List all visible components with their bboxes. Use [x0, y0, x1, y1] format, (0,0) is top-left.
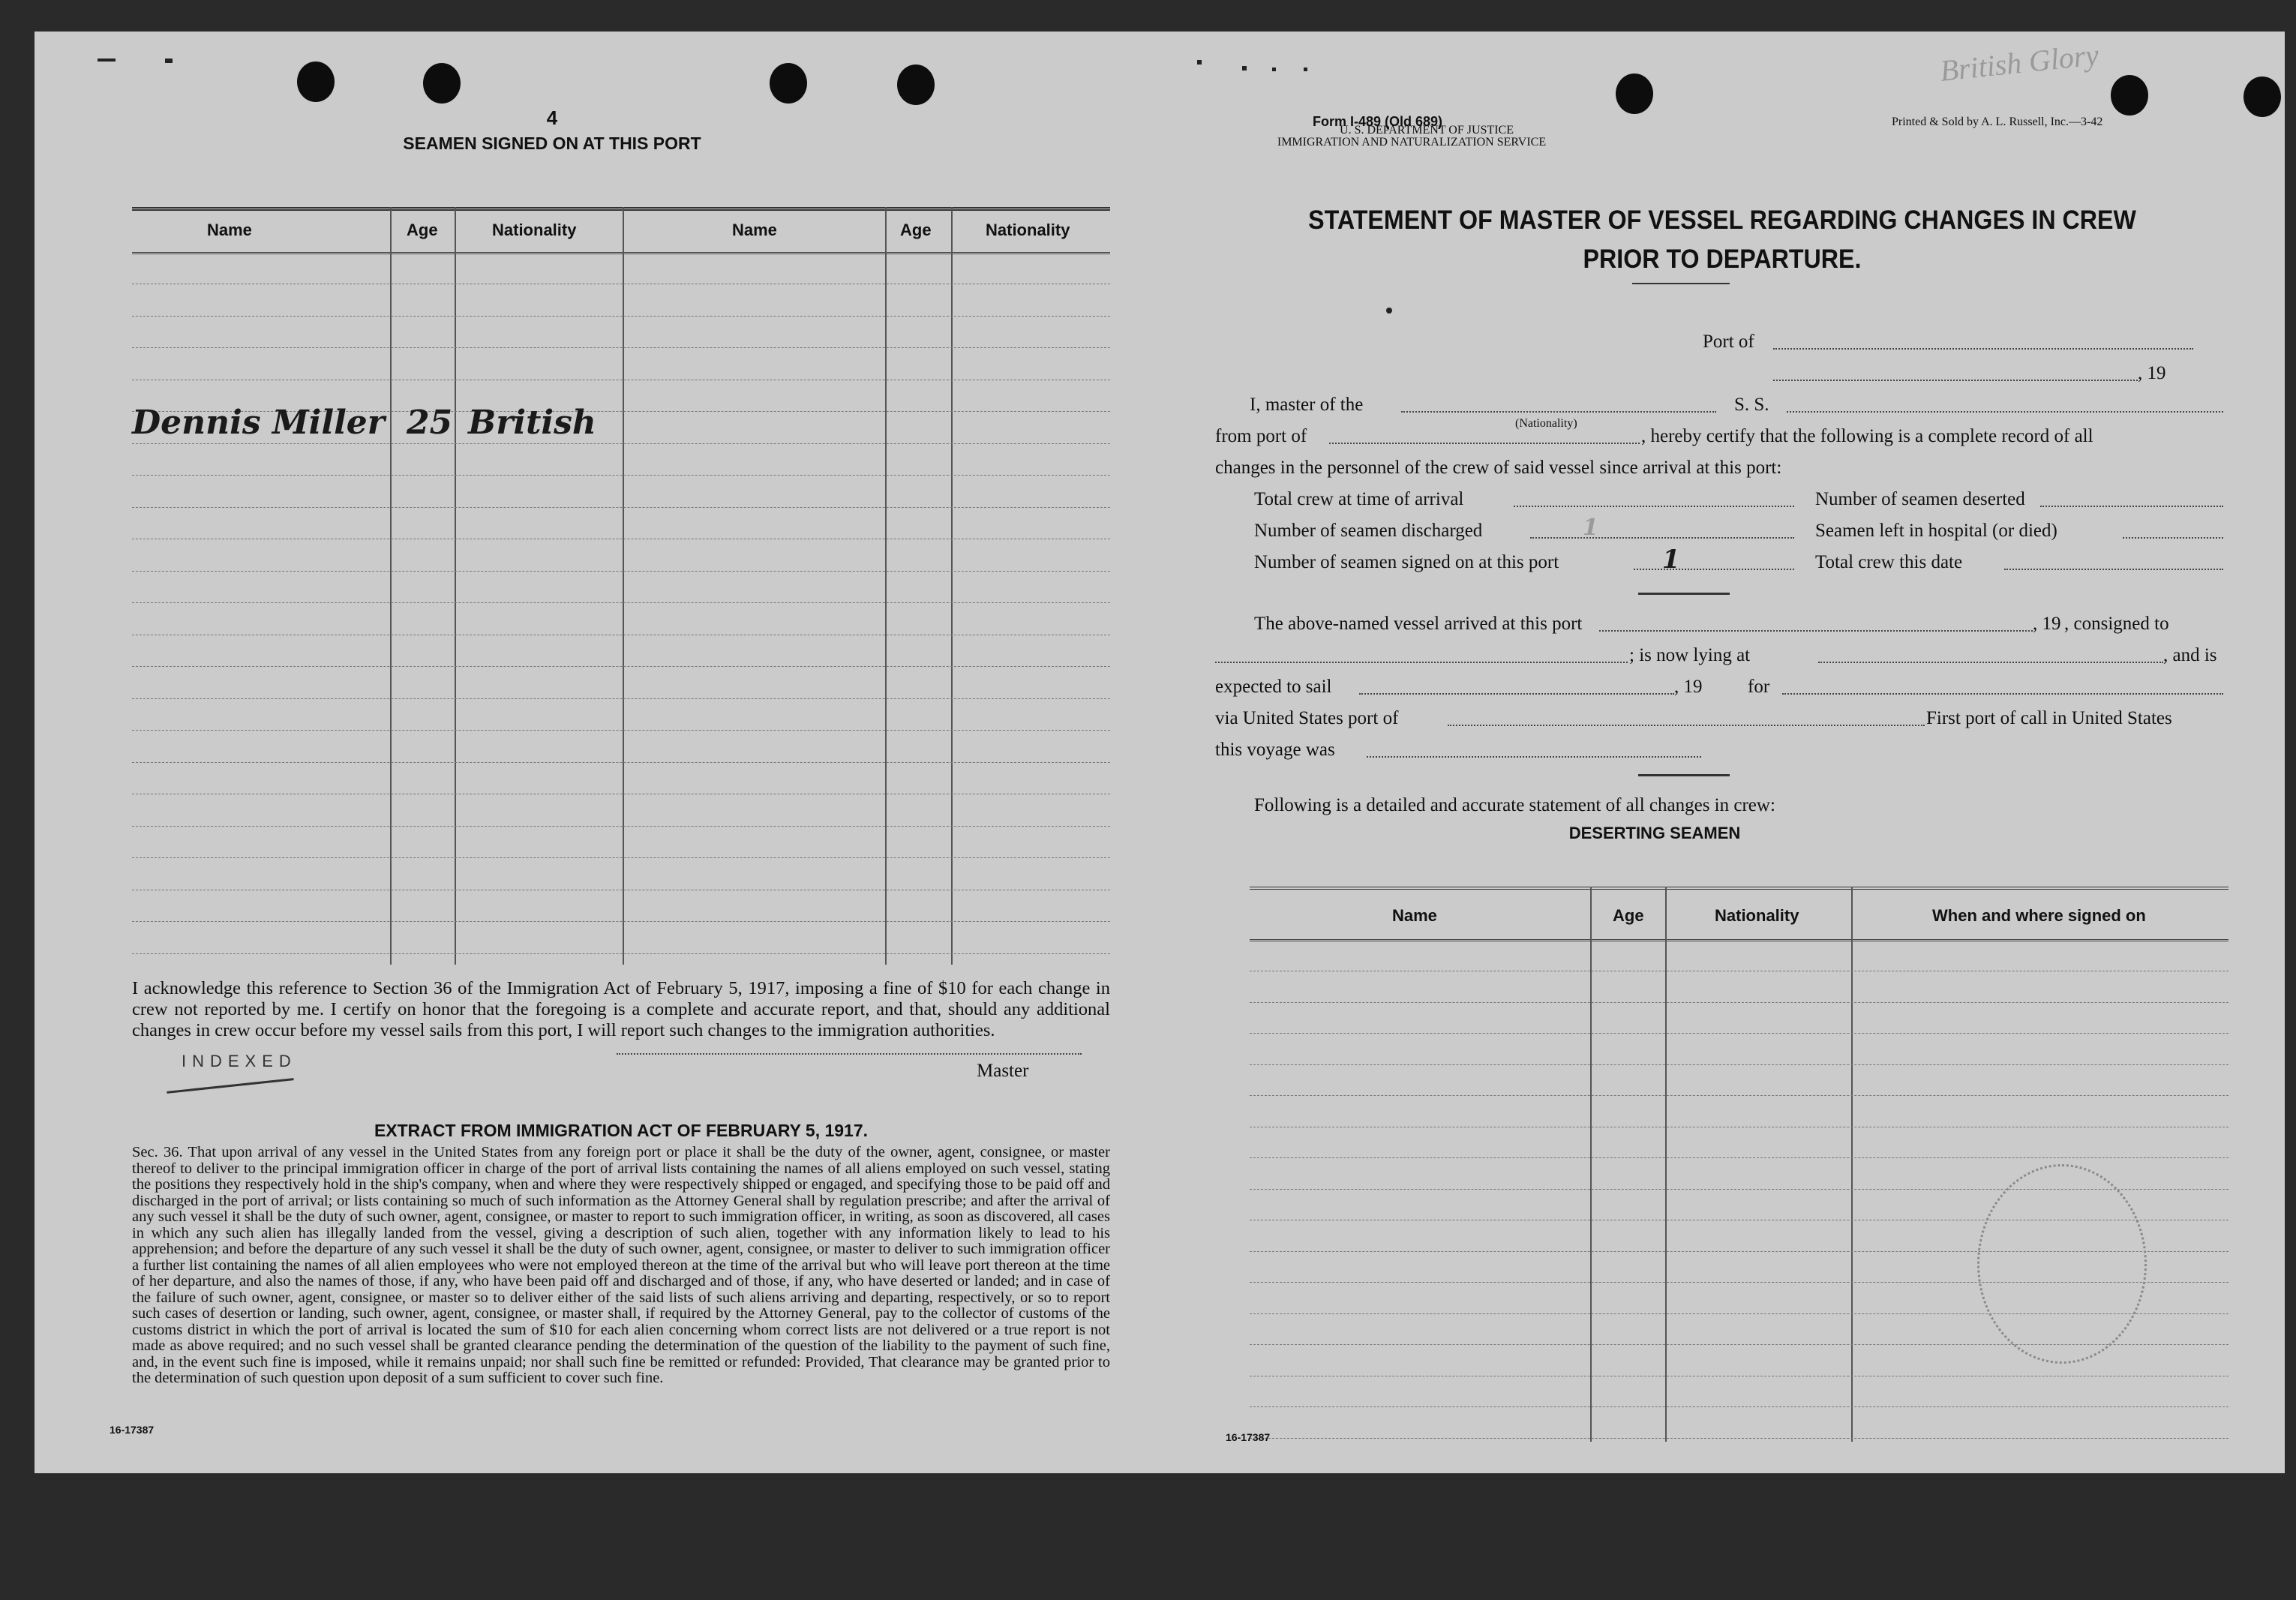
consigned-to-label: , consigned to [2064, 614, 2169, 634]
deserting-title: DESERTING SEAMEN [1568, 824, 1741, 842]
acknowledgement-text: I acknowledge this reference to Section 36 of the Immigration Act of February 5, 1917, imposing a fine of $10 for each change in crew not reported by me. I certify on honor that the foregoing is a complete and accurate report, and that, should any additional changes in crew occur before my vessel sails from this port, I will report such changes to the immigration authorities. [132, 978, 1110, 1040]
vessel-name-field[interactable] [1787, 411, 2223, 413]
extract-text: Sec. 36. That upon arrival of any vessel in the United States from any foreign port or place it shall be the duty of the owner, agent, consignee, or master thereof to deliver to the principal immigration officer in charge of the port of arrival lists containing the names of all aliens employed on such vessel, stating the positions they respectively hold in the ship's company, when and where they were respectively shipped or engaged, and specifying those to be paid off and discharged in the port of arrival; or lists containing so much of such information as the Attorney General shall by regulation prescribe; and after the arrival of any such vessel it shall be the duty of such owner, agent, consignee, or master to report to such immigration officer, in writing, as soon as discovered, all cases in which any such alien has illegally landed from the vessel, giving a description of such alien, together with any information likely to lead to his apprehension; and before the departure of any such vessel it shall be the duty of such owner, agent, consignee, or master to deliver to such immigration officer a further list containing the names of all alien employees who were not employed thereon at the time of the arrival but who will leave port thereon at the time of her departure, and also the names of those, if any, who have been paid off and discharged and of those, if any, who have deserted or landed; and in case of the failure of such owner, agent, consignee, or master so to deliver either of the said lists of such aliens arriving and departing, respectively, or so to report such cases of desertion or landing, such owner, agent, consignee, or master shall, if required by the Attorney General, pay to the collector of customs of the customs district in which the port of arrival is located the sum of $10 for each alien concerning whom correct lists are not delivered or a true report is not made as above required; and no such vessel shall be granted clearance pending the determination of the question of the liability to the payment of such fine, and, in the event such fine is imposed, while it remains unpaid; nor shall such fine be remitted or refunded: Provided, That clearance may be granted prior to the determination of such question upon deposit of a sum sufficient to cover such fine. [132, 1144, 1110, 1386]
extract-title: EXTRACT FROM IMMIGRATION ACT OF FEBRUARY 5, 1917. [374, 1121, 869, 1140]
port-of-label: Port of [1703, 332, 1754, 352]
table-row-line [132, 826, 1110, 827]
entry-nationality: British [468, 404, 596, 442]
certify-text: , hereby certify that the following is a complete record of all [1641, 426, 2093, 446]
table-row-line [132, 602, 1110, 603]
date-field[interactable] [1773, 380, 2138, 381]
table-row-line [132, 347, 1110, 348]
total-crew-arrival-field[interactable] [1514, 506, 1794, 507]
table-row-line [132, 507, 1110, 508]
signed-on-field[interactable] [1634, 569, 1794, 570]
section-title: SEAMEN SIGNED ON AT THIS PORT [403, 134, 701, 153]
punch-hole [897, 65, 935, 105]
handwritten-mark [167, 1078, 293, 1094]
table-row-line [1250, 1157, 2228, 1158]
entry-age: 25 [407, 404, 453, 442]
seamen-deserted-field[interactable] [2040, 506, 2223, 507]
following-text: Following is a detailed and accurate statement of all changes in crew: [1254, 795, 1775, 815]
title-line-2: PRIOR TO DEPARTURE. [1583, 245, 1862, 274]
year-suffix: , 19 [1674, 677, 1703, 697]
table-row-line [132, 857, 1110, 858]
signed-on-value: 1 [1662, 545, 1680, 575]
via-port-label: via United States port of [1215, 708, 1399, 728]
table-row-line [1250, 1064, 2228, 1065]
lying-at-field[interactable] [1818, 662, 2163, 663]
via-port-field[interactable] [1448, 725, 1925, 726]
table-row-line [132, 921, 1110, 922]
seamen-discharged-value: 1 [1583, 515, 1598, 541]
table-row-line [132, 571, 1110, 572]
nationality-caption: (Nationality) [1515, 417, 1577, 430]
table-row-line [132, 475, 1110, 476]
expected-sail-label: expected to sail [1215, 677, 1332, 697]
sail-date-field[interactable] [1359, 693, 1674, 695]
table-row-line [132, 698, 1110, 699]
punch-hole [1616, 74, 1653, 114]
page-number: 4 [546, 107, 558, 129]
nationality-field[interactable] [1401, 411, 1716, 413]
punch-hole [297, 62, 335, 102]
punch-hole [423, 63, 461, 104]
ss-label: S. S. [1734, 395, 1769, 415]
master-label: Master [977, 1061, 1029, 1081]
changes-text: changes in the personnel of the crew of said vessel since arrival at this port: [1215, 458, 1782, 478]
table-row-line [132, 666, 1110, 667]
master-of-label: I, master of the [1250, 395, 1364, 415]
and-is-text: , and is [2163, 645, 2217, 665]
column-header-nationality: Nationality [986, 221, 1070, 239]
punch-hole [770, 63, 807, 104]
column-header-nationality: Nationality [1715, 906, 1799, 925]
entry-name: Dennis Miller [132, 404, 385, 442]
table-row-line [132, 443, 1110, 444]
column-header-signed-on: When and where signed on [1932, 906, 2146, 925]
document-sheet [35, 32, 2285, 1473]
from-port-label: from port of [1215, 426, 1307, 446]
voyage-field[interactable] [1367, 756, 1701, 758]
indexed-stamp: INDEXED [182, 1052, 297, 1070]
signed-on-label: Number of seamen signed on at this port [1254, 552, 1559, 572]
table-row-line [1250, 1033, 2228, 1034]
for-label: for [1748, 677, 1770, 697]
table-row-line [1250, 1002, 2228, 1003]
form-code: 16-17387 [1226, 1431, 1271, 1443]
service: IMMIGRATION AND NATURALIZATION SERVICE [1277, 136, 1547, 149]
form-number: Form I-489 (Old 689) [1313, 114, 1443, 129]
hospital-label: Seamen left in hospital (or died) [1815, 521, 2057, 541]
consignee-field[interactable] [1215, 662, 1628, 663]
seamen-deserted-label: Number of seamen deserted [1815, 489, 2025, 509]
department: U. S. DEPARTMENT OF JUSTICE [1340, 124, 1514, 137]
lying-at-label: ; is now lying at [1629, 645, 1751, 665]
column-header-name: Name [1392, 906, 1437, 925]
voyage-was-label: this voyage was [1215, 740, 1335, 760]
table-row-line [1250, 1095, 2228, 1096]
table-row-line [1250, 1406, 2228, 1407]
official-stamp-seal [1977, 1164, 2147, 1364]
total-crew-arrival-label: Total crew at time of arrival [1254, 489, 1464, 509]
column-header-age: Age [900, 221, 932, 239]
column-header-age: Age [407, 221, 438, 239]
form-title [1287, 201, 2156, 279]
column-header-name: Name [207, 221, 252, 239]
seamen-signed-on-table [132, 207, 1110, 965]
table-row-line [132, 730, 1110, 731]
table-row-line [132, 953, 1110, 954]
seamen-discharged-label: Number of seamen discharged [1254, 521, 1483, 541]
handwritten-vessel-name: British Glory [1938, 38, 2101, 88]
total-crew-date-field[interactable] [2004, 569, 2223, 570]
seamen-discharged-field[interactable] [1530, 537, 1794, 539]
from-port-field[interactable] [1329, 443, 1640, 444]
first-call-label: First port of call in United States [1926, 708, 2172, 728]
arrived-text: The above-named vessel arrived at this port [1254, 614, 1583, 634]
column-header-nationality: Nationality [492, 221, 577, 239]
punch-hole [2111, 75, 2148, 116]
printer-credit: Printed & Sold by A. L. Russell, Inc.—3-42 [1892, 116, 2103, 128]
form-code: 16-17387 [110, 1424, 155, 1436]
arrival-date-field[interactable] [1599, 630, 2033, 632]
table-row-line [1250, 1438, 2228, 1439]
total-crew-date-label: Total crew this date [1815, 552, 1963, 572]
year-suffix: , 19 [2138, 363, 2166, 383]
punch-hole [2243, 77, 2281, 117]
hospital-field[interactable] [2123, 537, 2223, 539]
title-line-1: STATEMENT OF MASTER OF VESSEL REGARDING CHANGES IN CREW [1308, 206, 2136, 235]
year-suffix: , 19 [2033, 614, 2061, 634]
column-header-age: Age [1613, 906, 1644, 925]
destination-field[interactable] [1782, 693, 2223, 695]
master-signature-line [617, 1053, 1082, 1055]
port-of-field[interactable] [1773, 348, 2193, 350]
column-header-name: Name [732, 221, 777, 239]
table-row-line [132, 316, 1110, 317]
table-row-line [132, 762, 1110, 763]
